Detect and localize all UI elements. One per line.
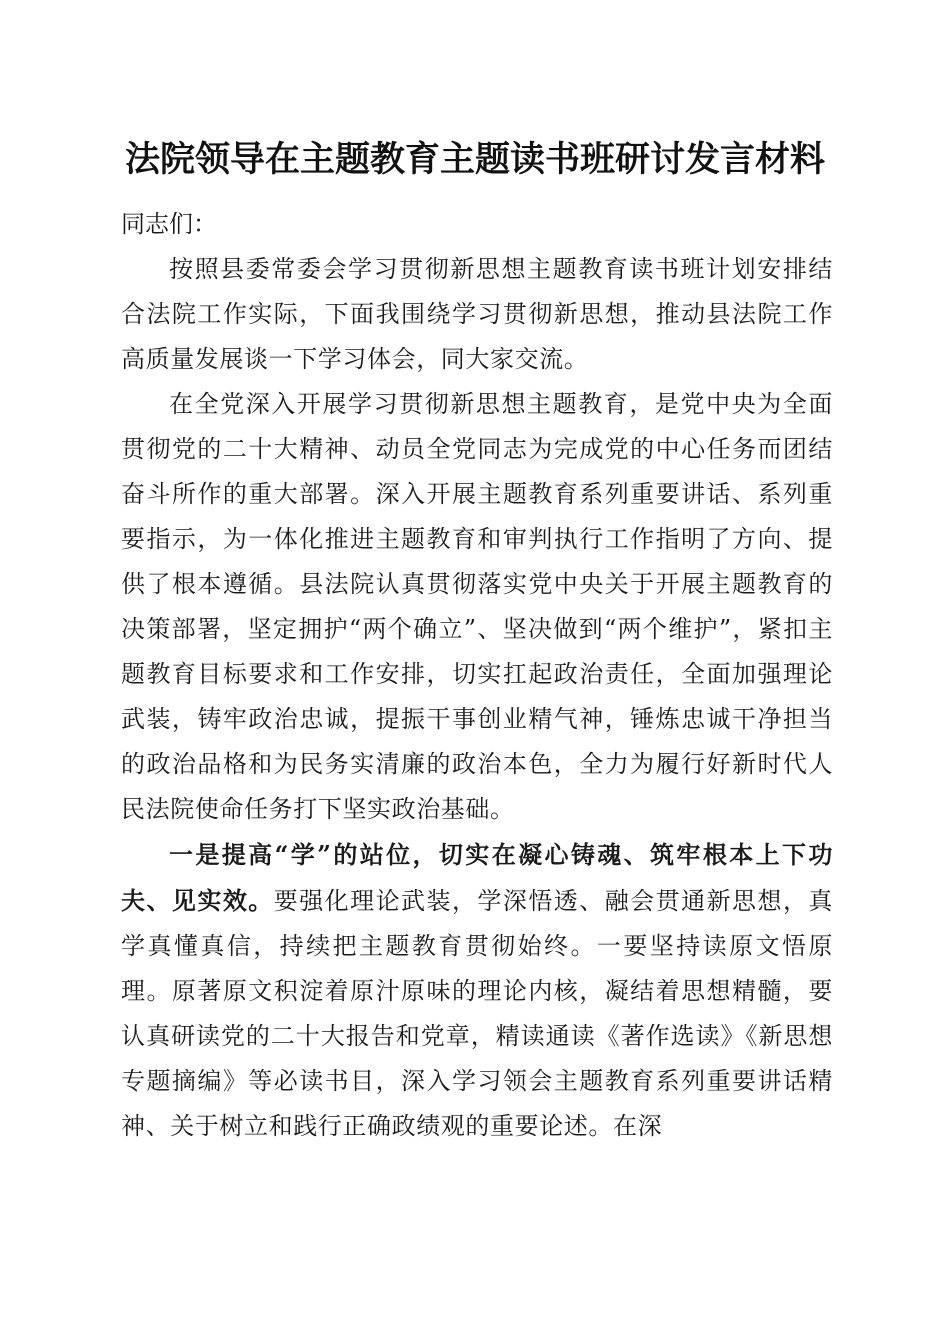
salutation: 同志们：	[121, 210, 217, 238]
paragraph-intro: 按照县委常委会学习贯彻新思想主题教育读书班计划安排结合法院工作实际，下面我围绕学习贯彻新思想，推动县法院工作高质量发展谈一下学习体会，同大家交流。	[121, 255, 833, 373]
paragraph-background: 在全党深入开展学习贯彻新思想主题教育，是党中央为全面贯彻党的二十大精神、动员全党同志为完成党的中心任务而团结奋斗所作的重大部署。深入开展主题教育系列重要讲话、系列重要指示，为一体化推进主题教育和审判执行工作指明了方向、提供了根本遵循。县法院认真贯彻落实党中央关于开展主题教育的决策部署，坚定拥护“两个确立”、坚决做到“两个维护”，紧扣主题教育目标要求和工作安排，切实扛起政治责任，全面加强理论武装，铸牢政治忠诚，提振干事创业精气神，锤炼忠诚干净担当的政治品格和为民务实清廉的政治本色，全力为履行好新时代人民法院使命任务打下坚实政治基础。	[121, 390, 833, 823]
point-one-body: 要强化理论武装，学深悟透、融会贯通新思想，真学真懂真信，持续把主题教育贯彻始终。一要坚持读原文悟原理。原著原文积淀着原汁原味的理论内核，凝结着思想精髓，要认真研读党的二十大报告和党章，精读通读《著作选读》《新思想专题摘编》等必读书目，深入学习领会主题教育系列重要讲话精神、关于树立和践行正确政绩观的重要论述。在深	[121, 887, 833, 1140]
paragraph-point-one	[121, 832, 833, 1149]
point-one-heading: 一是提高“学”的站位，切实在凝心铸魂、筑牢根本上下功夫、见实效。	[121, 840, 833, 915]
document-body	[121, 202, 833, 1149]
document-title: 法院领导在主题教育主题读书班研讨发言材料	[124, 139, 825, 180]
